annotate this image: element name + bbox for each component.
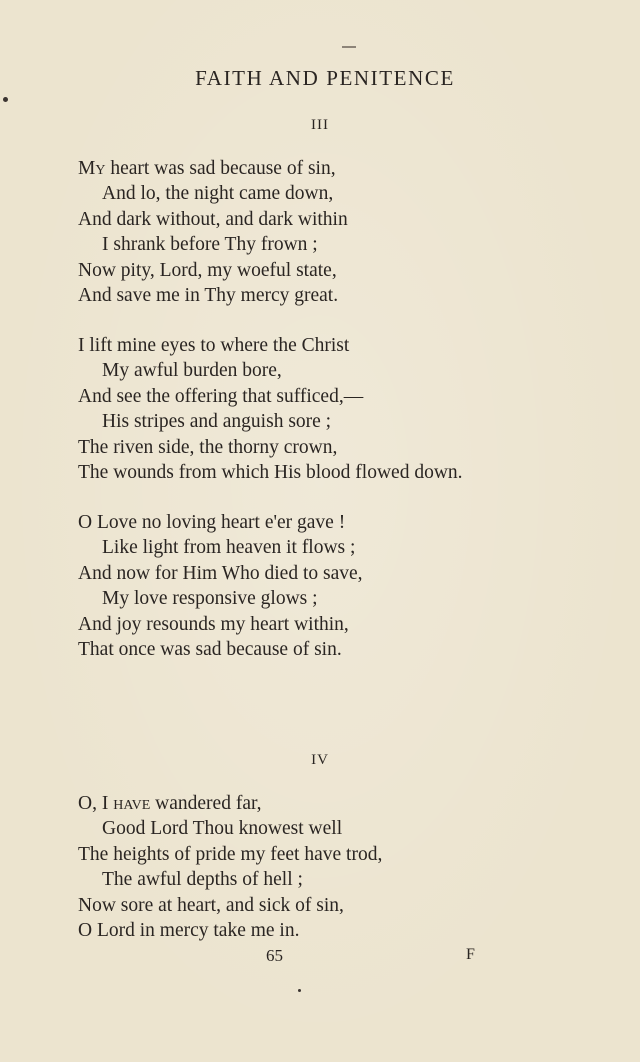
stanza-2 xyxy=(78,333,558,485)
poem-line: The wounds from which His blood flowed down. xyxy=(78,462,463,484)
poem-line: The awful depths of hell ; xyxy=(102,869,303,891)
poem-line: His stripes and anguish sore ; xyxy=(102,411,332,433)
line-text: wandered far, xyxy=(150,793,262,814)
poem-line: I lift mine eyes to where the Christ xyxy=(78,335,350,356)
stanza-1 xyxy=(78,156,558,308)
stanza-3 xyxy=(78,510,558,662)
poem-line: I shrank before Thy frown ; xyxy=(102,234,318,256)
line-text: heart was sad because of sin, xyxy=(105,158,336,179)
poem-line: O Love no loving heart e'er gave ! xyxy=(78,512,346,533)
stanza-4 xyxy=(78,791,558,943)
poem-line: Good Lord Thou knowest well xyxy=(102,818,343,840)
poem-line: And see the offering that sufficed,— xyxy=(78,385,364,407)
page-number: 65 xyxy=(266,946,283,965)
poem-line: Like light from heaven it flows ; xyxy=(102,537,356,559)
poem-line xyxy=(78,156,558,181)
poem-line: And lo, the night came down, xyxy=(102,183,334,205)
line-text: O, I xyxy=(78,793,109,814)
poem-line: O Lord in mercy take me in. xyxy=(78,920,300,942)
running-head: FAITH AND PENITENCE xyxy=(195,66,455,90)
poem-line: And save me in Thy mercy great. xyxy=(78,285,339,307)
ink-spot xyxy=(3,97,8,102)
section-number-iii: III xyxy=(311,117,329,133)
poem-line: The heights of pride my feet have trod, xyxy=(78,843,383,865)
poem-line: The riven side, the thorny crown, xyxy=(78,436,338,458)
poem-line: That once was sad because of sin. xyxy=(78,639,342,661)
ink-spot xyxy=(298,989,301,992)
poem-line: My awful burden bore, xyxy=(102,360,282,382)
poem-line: And now for Him Who died to save, xyxy=(78,562,363,584)
poem-line: Now pity, Lord, my woeful state, xyxy=(78,259,337,281)
poem-line: Now sore at heart, and sick of sin, xyxy=(78,894,344,916)
drop-word: My xyxy=(78,158,106,179)
signature-mark: F xyxy=(466,946,475,963)
poem-line: My love responsive glows ; xyxy=(102,588,318,610)
print-mark xyxy=(342,46,356,48)
poem-line: And dark without, and dark within xyxy=(78,208,348,230)
small-caps-word: have xyxy=(108,793,151,814)
poem-line: And joy resounds my heart within, xyxy=(78,613,349,635)
section-number-iv: IV xyxy=(311,752,329,768)
poem-line xyxy=(78,791,558,816)
